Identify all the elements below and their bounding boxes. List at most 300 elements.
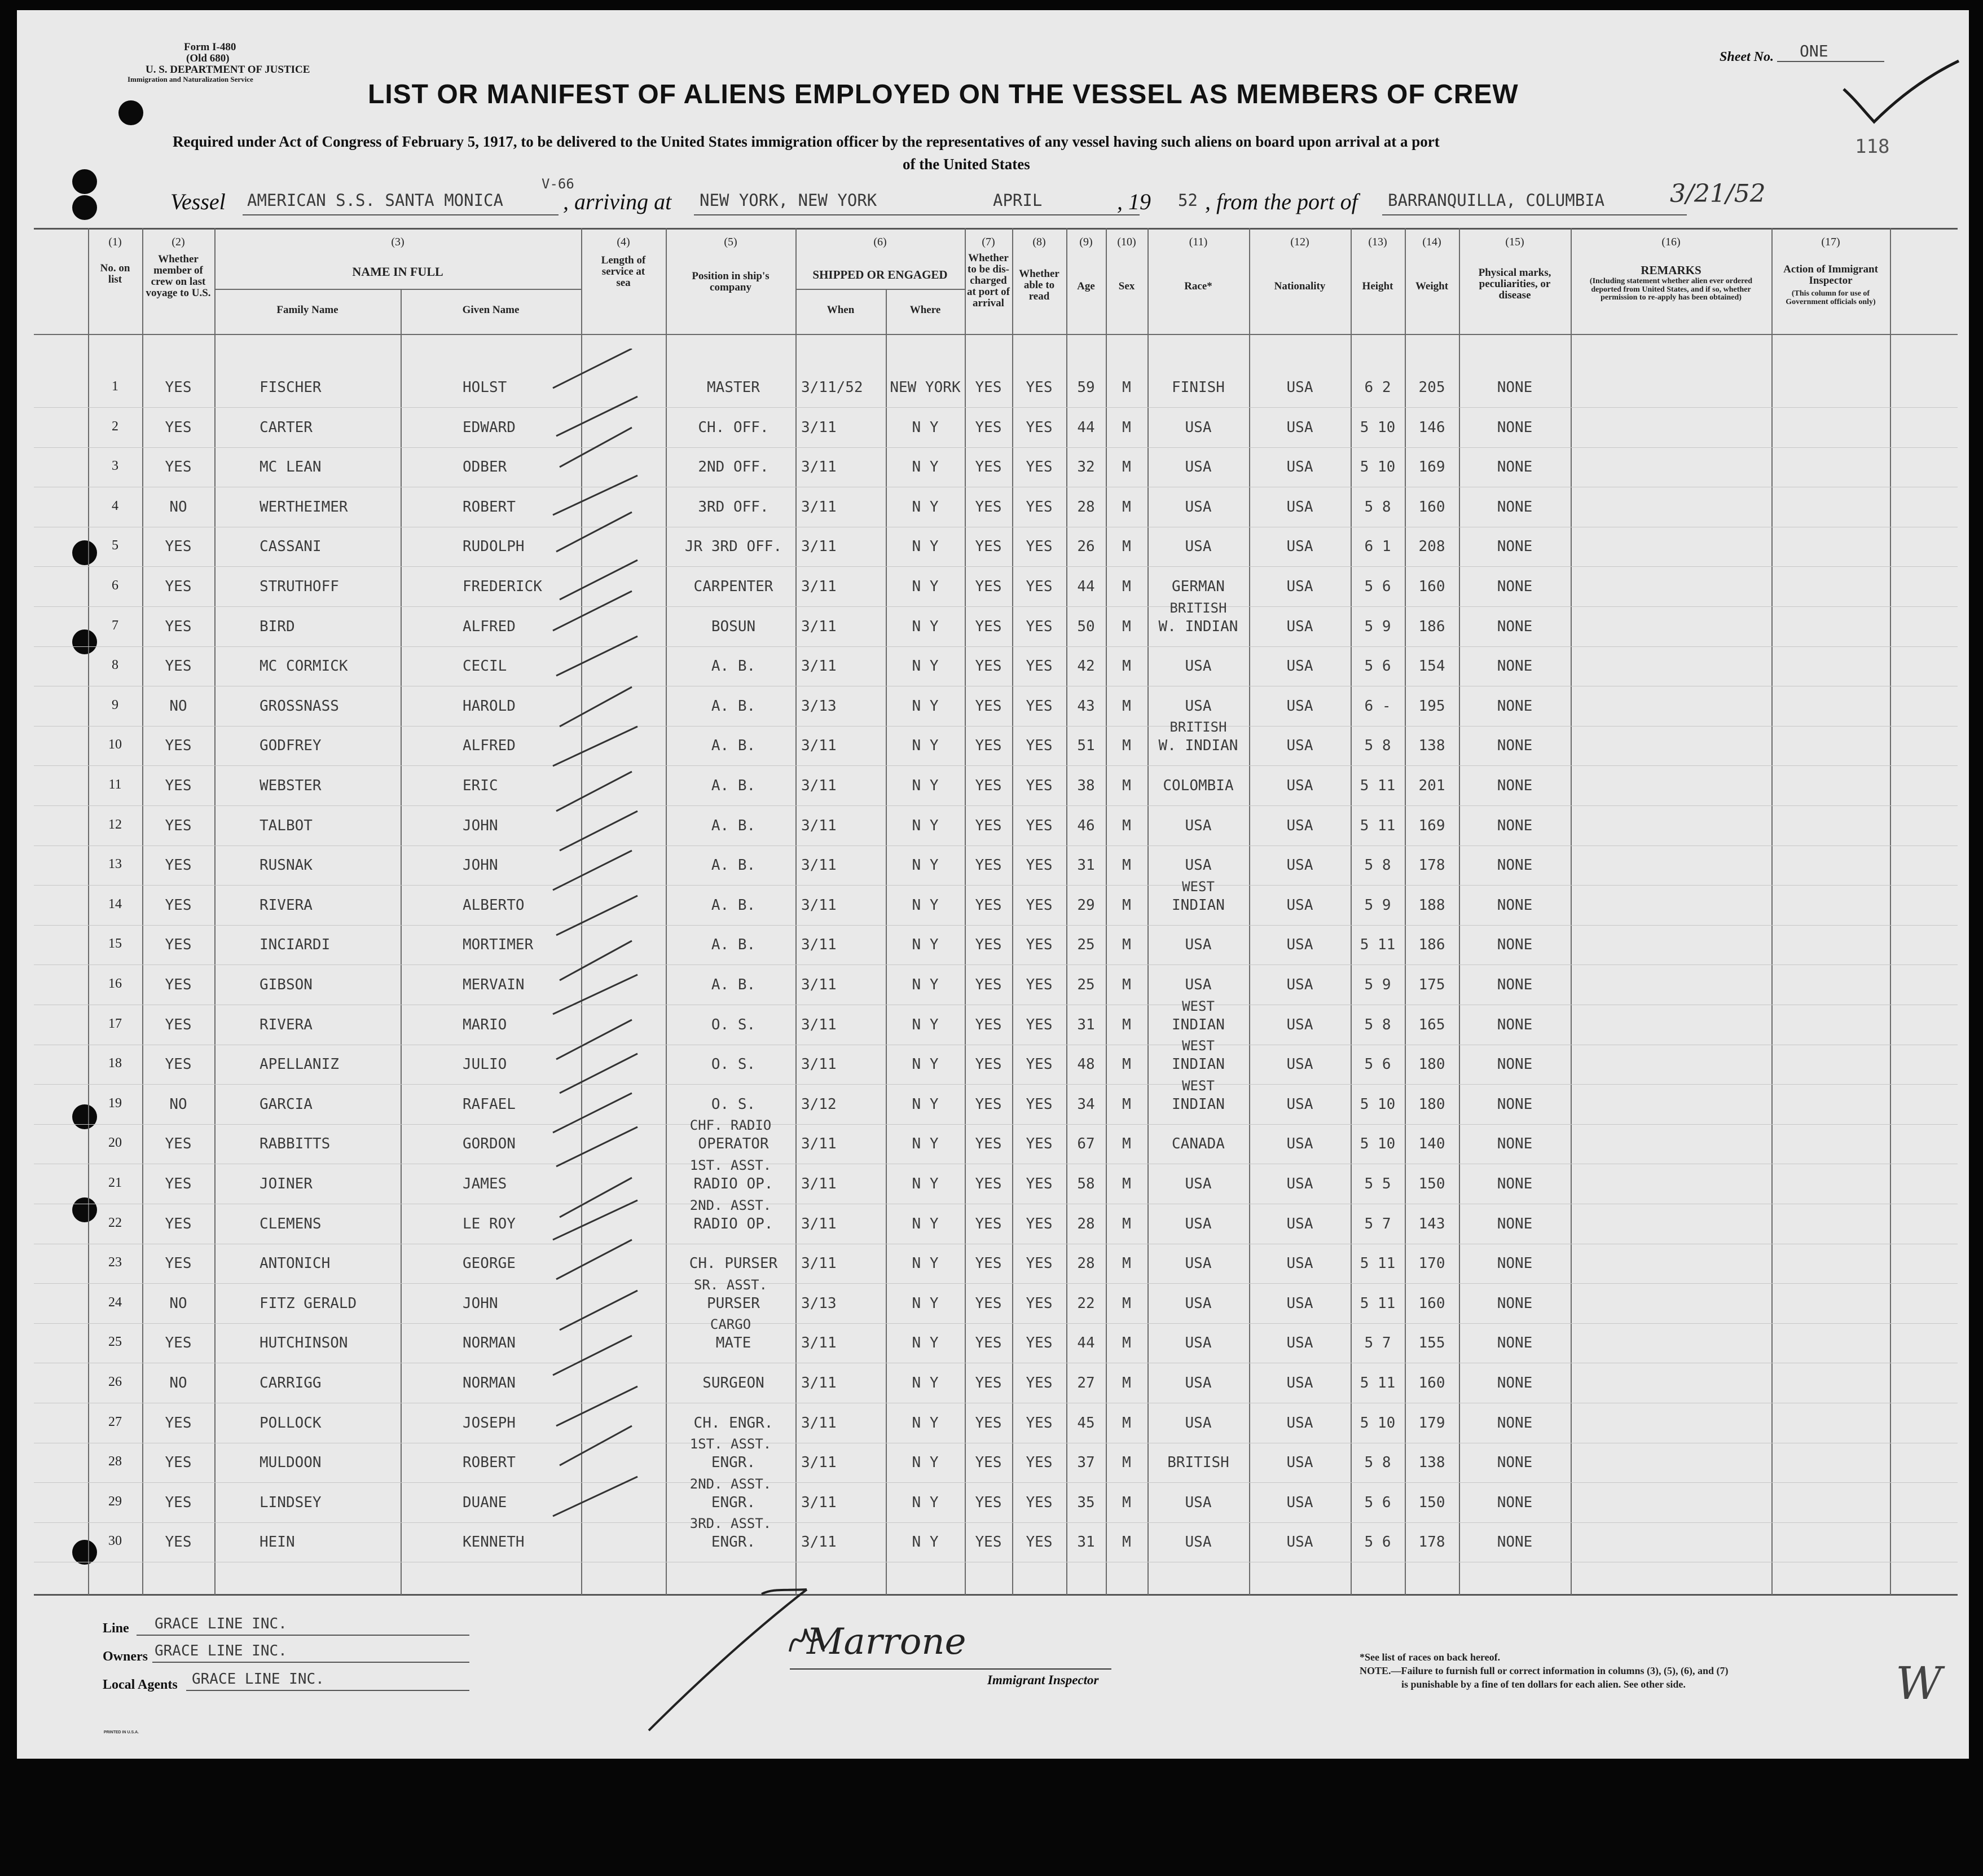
cell-prev: NO [169,697,187,715]
cell-family: CARRIGG [260,1375,322,1391]
cell-prev: YES [165,1135,192,1153]
cell-no: 24 [108,1294,122,1310]
col-number: (4) [617,236,630,248]
cell-wt: 160 [1418,1294,1445,1312]
col-header-shipped: SHIPPED OR ENGAGED [812,268,948,281]
cell-given: RAFAEL [463,1095,516,1113]
slash-mark [556,397,637,436]
cell-marks: NONE [1497,737,1533,755]
cell-wt: 186 [1418,618,1445,635]
col-header-discharged: Whether to be dis-charged at port of arrival [967,252,1010,309]
cell-ht: 5 6 [1364,1494,1391,1511]
cell-prev: YES [165,1255,192,1272]
cell-pos2: OPERATOR [698,1135,769,1153]
cell-when: 3/11 [801,857,837,874]
cell-where: N Y [912,976,939,993]
cell-read: YES [1026,498,1053,516]
cell-marks: NONE [1497,379,1533,396]
cell-wt: 180 [1418,1095,1445,1113]
row-rule [34,646,1958,647]
cell-where: N Y [912,1494,939,1511]
row-rule [34,1124,1958,1125]
cell-given: JAMES [463,1175,507,1192]
cell-sex: M [1122,1335,1131,1352]
cell-disch: YES [975,1016,1002,1033]
cell-read: YES [1026,1255,1053,1272]
cell-given: KENNETH [463,1534,525,1551]
cell-nat: USA [1286,777,1313,794]
cell-race-line1: WEST [1182,878,1215,895]
punch-hole [72,195,97,220]
cell-where: N Y [912,538,939,556]
cell-disch: YES [975,1175,1002,1192]
cell-age: 26 [1077,538,1095,556]
cell-sex: M [1122,1135,1131,1153]
col-header-where: Where [909,304,941,316]
slash-mark [560,1291,637,1330]
cell-prev: NO [169,498,187,516]
slash-mark [560,1426,632,1465]
col-header-given-name: Given Name [462,304,520,316]
col-header-weight: Weight [1415,280,1449,292]
cell-nat: USA [1286,1414,1313,1432]
cell-sex: M [1122,379,1131,396]
cell-race2: USA [1185,498,1212,516]
cell-age: 27 [1077,1375,1095,1391]
cell-sex: M [1122,1095,1131,1113]
cell-nat: USA [1286,419,1313,436]
cell-wt: 165 [1418,1016,1445,1033]
row-rule [34,1084,1958,1085]
cell-disch: YES [975,1454,1002,1472]
cell-nat: USA [1286,658,1313,675]
cell-given: ERIC [463,777,498,794]
cell-disch: YES [975,976,1002,993]
arrival-month: APRIL [993,191,1043,210]
cell-where: N Y [912,459,939,476]
cell-pos2: CARPENTER [693,578,773,595]
col-header-length-service: Length of service at sea [601,254,646,289]
cell-marks: NONE [1497,1135,1533,1153]
col-header-no: No. on list [100,262,130,285]
handwritten-initial: W [1896,1657,1942,1710]
col-number: (1) [108,236,122,248]
cell-ht: 5 11 [1360,936,1396,954]
slash-mark [560,428,632,467]
cell-wt: 180 [1418,1056,1445,1073]
cell-ht: 5 6 [1364,1534,1391,1551]
cell-where: N Y [912,697,939,715]
cell-family: JOINER [260,1175,313,1192]
cell-wt: 175 [1418,976,1445,993]
cell-where: N Y [912,1375,939,1391]
cell-position-line1: CHF. RADIO [689,1117,772,1134]
cell-where: N Y [912,1175,939,1192]
cell-age: 58 [1077,1175,1095,1192]
cell-race2: INDIAN [1172,896,1225,914]
cell-wt: 205 [1418,379,1445,396]
cell-read: YES [1026,538,1053,556]
cell-prev: YES [165,538,192,556]
cell-when: 3/11 [801,1335,837,1352]
cell-family: RABBITTS [260,1135,331,1153]
cell-age: 46 [1077,817,1095,834]
cell-where: N Y [912,737,939,755]
col-number: (13) [1368,236,1387,248]
cell-given: MERVAIN [463,976,525,993]
cell-marks: NONE [1497,1175,1533,1192]
cell-ht: 5 6 [1364,1056,1391,1073]
cell-disch: YES [975,1494,1002,1511]
cell-nat: USA [1286,538,1313,556]
col-number: (14) [1422,236,1441,248]
cell-disch: YES [975,538,1002,556]
cell-when: 3/12 [801,1095,837,1113]
cell-no: 6 [112,578,118,593]
row-rule [34,1323,1958,1324]
cell-race2: BRITISH [1167,1454,1229,1472]
cell-where: N Y [912,777,939,794]
document-subtitle: Required under Act of Congress of February 5, 1917, to be delivered to the United States immigration officer by the representatives of any vessel having such aliens on board upon arrival at a port [173,133,1440,150]
cell-race2: INDIAN [1172,1056,1225,1073]
cell-age: 44 [1077,578,1095,595]
cell-prev: YES [165,976,192,993]
punch-hole [72,169,97,194]
cell-prev: YES [165,1494,192,1511]
cell-read: YES [1026,459,1053,476]
cell-nat: USA [1286,618,1313,635]
cell-ht: 5 7 [1364,1215,1391,1232]
voyage-number: V-66 [542,176,574,192]
cell-when: 3/11/52 [801,379,863,396]
cell-wt: 146 [1418,419,1445,436]
cell-family: CLEMENS [260,1215,322,1232]
cell-family: GARCIA [260,1095,313,1113]
cell-marks: NONE [1497,1215,1533,1232]
cell-age: 22 [1077,1294,1095,1312]
col-number: (6) [873,236,887,248]
cell-marks: NONE [1497,618,1533,635]
cell-no: 29 [108,1494,122,1509]
col-header-sex: Sex [1118,280,1135,292]
cell-ht: 5 11 [1360,777,1396,794]
cell-race-line1: WEST [1182,1038,1215,1054]
cell-read: YES [1026,379,1053,396]
cell-sex: M [1122,777,1131,794]
cell-read: YES [1026,1175,1053,1192]
col-header-position: Position in ship's company [692,270,770,293]
cell-sex: M [1122,857,1131,874]
cell-wt: 208 [1418,538,1445,556]
cell-sex: M [1122,737,1131,755]
cell-prev: YES [165,857,192,874]
cell-sex: M [1122,1056,1131,1073]
cell-ht: 5 11 [1360,1294,1396,1312]
cell-given: NORMAN [463,1335,516,1352]
slash-mark [556,1127,637,1166]
document-title: LIST OR MANIFEST OF ALIENS EMPLOYED ON THE VESSEL AS MEMBERS OF CREW [368,80,1519,109]
cell-marks: NONE [1497,1494,1533,1511]
cell-marks: NONE [1497,658,1533,675]
cell-family: MC CORMICK [260,658,348,675]
cell-given: DUANE [463,1494,507,1511]
form-old-number: (Old 680) [186,52,230,64]
cell-position-line1: 2ND. ASST. [689,1476,772,1492]
cell-read: YES [1026,1056,1053,1073]
cell-nat: USA [1286,1135,1313,1153]
cell-sex: M [1122,817,1131,834]
cell-read: YES [1026,936,1053,954]
cell-age: 37 [1077,1454,1095,1472]
cell-read: YES [1026,857,1053,874]
cell-given: JOHN [463,857,498,874]
cell-wt: 140 [1418,1135,1445,1153]
cell-when: 3/11 [801,737,837,755]
cell-no: 30 [108,1534,122,1549]
cell-race2: CANADA [1172,1135,1225,1153]
cell-age: 34 [1077,1095,1095,1113]
cell-read: YES [1026,1454,1053,1472]
slash-mark [553,1336,632,1375]
cell-ht: 5 10 [1360,419,1396,436]
from-port-label: , from the port of [1205,189,1358,214]
col-header-physical-marks: Physical marks, peculiarities, or disease [1478,267,1551,301]
cell-sex: M [1122,697,1131,715]
cell-where: N Y [912,618,939,635]
penalty-note: NOTE.—Failure to furnish full or correct information in columns (3), (5), (6), and (7) [1360,1665,1729,1676]
cell-given: JOSEPH [463,1414,516,1432]
cell-family: WEBSTER [260,777,322,794]
cell-when: 3/11 [801,1414,837,1432]
cell-no: 28 [108,1454,122,1469]
row-rule [34,447,1958,448]
cell-no: 10 [108,737,122,752]
cell-prev: YES [165,1534,192,1551]
cell-no: 2 [112,419,118,434]
local-agents-label: Local Agents [103,1677,178,1692]
cell-race2: USA [1185,817,1212,834]
cell-sex: M [1122,936,1131,954]
cell-nat: USA [1286,1335,1313,1352]
cell-age: 38 [1077,777,1095,794]
cell-wt: 178 [1418,1534,1445,1551]
cell-family: TALBOT [260,817,313,834]
cell-age: 59 [1077,379,1095,396]
cell-disch: YES [975,419,1002,436]
cell-where: N Y [912,1095,939,1113]
cell-family: GODFREY [260,737,322,755]
cell-nat: USA [1286,578,1313,595]
slash-mark [560,1178,632,1217]
cell-ht: 5 8 [1364,737,1391,755]
cell-given: ALBERTO [463,896,525,914]
cell-where: N Y [912,419,939,436]
cell-pos2: CH. ENGR. [693,1414,773,1432]
cell-disch: YES [975,1255,1002,1272]
col-number: (16) [1661,236,1681,248]
cell-when: 3/11 [801,1135,837,1153]
cell-race2: USA [1185,459,1212,476]
cell-where: N Y [912,498,939,516]
cell-family: WERTHEIMER [260,498,348,516]
cell-pos2: SURGEON [702,1375,764,1391]
col-number: (12) [1290,236,1309,248]
cell-given: ROBERT [463,498,516,516]
cell-race2: USA [1185,1534,1212,1551]
cell-when: 3/11 [801,618,837,635]
cell-age: 28 [1077,1215,1095,1232]
cell-read: YES [1026,1215,1053,1232]
cell-wt: 195 [1418,697,1445,715]
cell-given: FREDERICK [463,578,542,595]
slash-mark [553,1477,637,1516]
service-name: Immigration and Naturalization Service [127,75,253,83]
cell-pos2: 2ND OFF. [698,459,769,476]
cell-nat: USA [1286,498,1313,516]
cell-prev: YES [165,1414,192,1432]
cell-nat: USA [1286,817,1313,834]
cell-where: N Y [912,1534,939,1551]
cell-prev: NO [169,1095,187,1113]
cell-nat: USA [1286,896,1313,914]
cell-where: NEW YORK [890,379,961,396]
cell-sex: M [1122,1255,1131,1272]
row-rule [34,566,1958,567]
cell-when: 3/11 [801,1056,837,1073]
cell-disch: YES [975,777,1002,794]
col-number: (15) [1505,236,1524,248]
cell-no: 13 [108,857,122,872]
cell-sex: M [1122,1534,1131,1551]
cell-when: 3/11 [801,1534,837,1551]
arriving-label: , arriving at [563,189,672,214]
cell-family: ANTONICH [260,1255,331,1272]
cell-read: YES [1026,777,1053,794]
cell-disch: YES [975,1215,1002,1232]
cell-marks: NONE [1497,578,1533,595]
cell-sex: M [1122,658,1131,675]
cell-marks: NONE [1497,1534,1533,1551]
cell-wt: 154 [1418,658,1445,675]
cell-wt: 150 [1418,1494,1445,1511]
col-header-read: Whether able to read [1019,268,1059,302]
cell-age: 25 [1077,976,1095,993]
cell-marks: NONE [1497,1095,1533,1113]
cell-ht: 5 9 [1364,896,1391,914]
slash-mark [556,512,632,552]
cell-given: JULIO [463,1056,507,1073]
cell-family: GROSSNASS [260,697,339,715]
cell-when: 3/11 [801,498,837,516]
cell-pos2: 3RD OFF. [698,498,769,516]
cell-marks: NONE [1497,498,1533,516]
cell-pos2: MATE [715,1335,751,1352]
cell-age: 45 [1077,1414,1095,1432]
cell-given: HAROLD [463,697,516,715]
col-header-age: Age [1077,280,1095,292]
cell-sex: M [1122,1494,1131,1511]
cell-when: 3/11 [801,1375,837,1391]
cell-given: ALFRED [463,618,516,635]
cell-pos2: CH. PURSER [689,1255,778,1272]
cell-no: 12 [108,817,122,832]
cell-ht: 6 - [1364,697,1391,715]
cell-race2: USA [1185,697,1212,715]
cell-family: STRUTHOFF [260,578,339,595]
cell-read: YES [1026,1494,1053,1511]
cell-wt: 179 [1418,1414,1445,1432]
cell-marks: NONE [1497,538,1533,556]
signature-text: Marrone [807,1621,966,1663]
cell-sex: M [1122,976,1131,993]
cell-when: 3/11 [801,896,837,914]
cell-race2: COLOMBIA [1163,777,1234,794]
cell-pos2: O. S. [711,1095,756,1113]
cell-nat: USA [1286,1056,1313,1073]
cell-given: CECIL [463,658,507,675]
line-label: Line [103,1621,129,1636]
cell-wt: 178 [1418,857,1445,874]
cell-age: 42 [1077,658,1095,675]
cell-sex: M [1122,538,1131,556]
cell-pos2: RADIO OP. [693,1215,773,1232]
cell-ht: 5 11 [1360,1255,1396,1272]
cell-race2: USA [1185,1414,1212,1432]
cell-wt: 186 [1418,936,1445,954]
cell-read: YES [1026,658,1053,675]
cell-prev: YES [165,419,192,436]
cell-disch: YES [975,578,1002,595]
cell-family: INCIARDI [260,936,331,954]
arrival-port: NEW YORK, NEW YORK [700,191,877,210]
cell-prev: YES [165,817,192,834]
cell-disch: YES [975,1335,1002,1352]
cell-read: YES [1026,419,1053,436]
cell-prev: YES [165,618,192,635]
cell-where: N Y [912,936,939,954]
cell-wt: 169 [1418,459,1445,476]
slash-mark [560,687,632,726]
cell-read: YES [1026,1095,1053,1113]
corner-number: 118 [1855,135,1890,158]
cell-race2: USA [1185,1255,1212,1272]
immigrant-inspector-label: Immigrant Inspector [987,1673,1099,1687]
cell-pos2: PURSER [707,1294,760,1312]
cell-no: 26 [108,1375,122,1389]
cell-ht: 5 6 [1364,658,1391,675]
department-name: U. S. DEPARTMENT OF JUSTICE [146,64,310,76]
cell-prev: YES [165,1335,192,1352]
slash-mark [553,726,637,766]
cell-given: ROBERT [463,1454,516,1472]
cell-given: RUDOLPH [463,538,525,556]
cell-age: 51 [1077,737,1095,755]
cell-pos2: ENGR. [711,1454,756,1472]
cell-read: YES [1026,976,1053,993]
cell-race2: USA [1185,936,1212,954]
cell-disch: YES [975,1375,1002,1391]
cell-disch: YES [975,697,1002,715]
cell-sex: M [1122,1215,1131,1232]
cell-pos2: A. B. [711,697,756,715]
slash-mark [553,475,637,515]
cell-prev: YES [165,777,192,794]
cell-ht: 5 10 [1360,1095,1396,1113]
cell-prev: YES [165,1215,192,1232]
cell-given: ODBER [463,459,507,476]
cell-age: 35 [1077,1494,1095,1511]
cell-nat: USA [1286,1454,1313,1472]
